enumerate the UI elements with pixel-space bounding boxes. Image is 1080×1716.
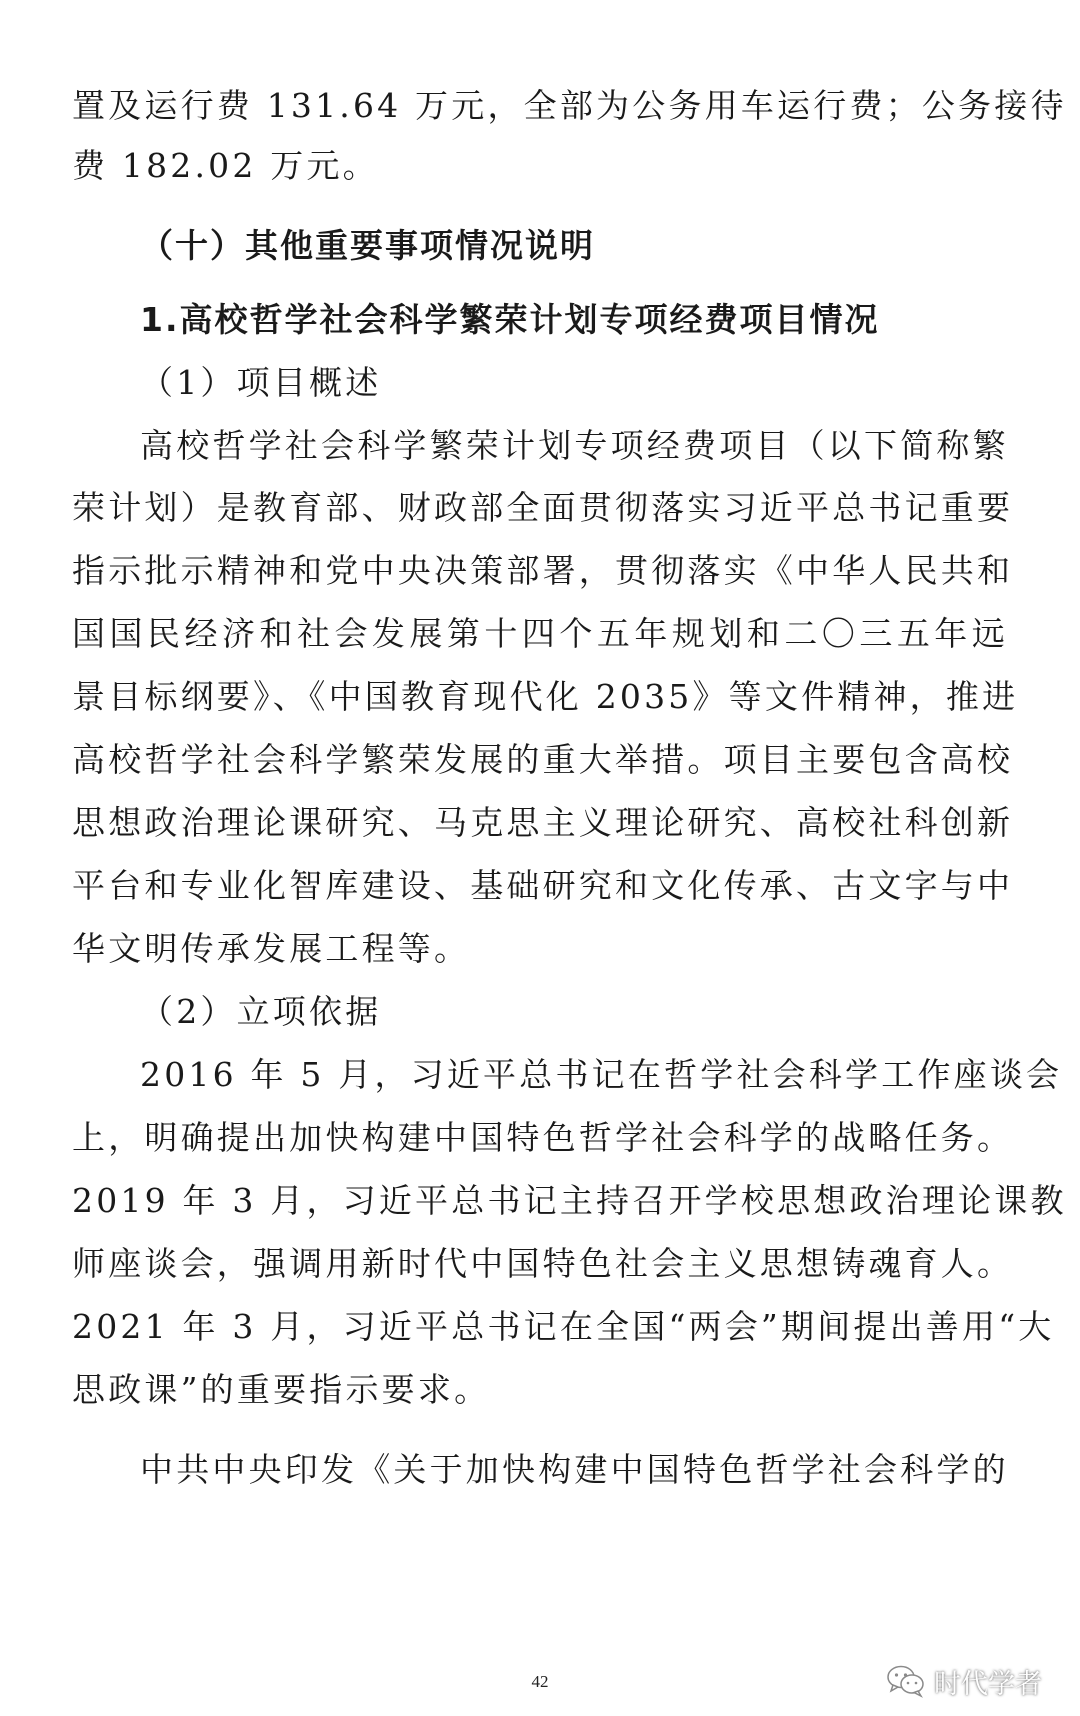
body-text-line: 荣计划）是教育部、财政部全面贯彻落实习近平总书记重要 (72, 488, 1014, 527)
body-text-line: 中共中央印发《关于加快构建中国特色哲学社会科学的 (140, 1450, 1009, 1489)
body-text-line: 国国民经济和社会发展第十四个五年规划和二〇三五年远 (72, 614, 1008, 653)
body-text-line: 景目标纲要》、《中国教育现代化 2035》等文件精神，推进 (72, 677, 1019, 716)
body-text-line: 平台和专业化智库建设、基础研究和文化传承、古文字与中 (72, 866, 1014, 905)
watermark-text: 时代学者 (934, 1668, 1042, 1700)
body-text-line: 费 182.02 万元。 (72, 146, 379, 185)
item-heading: （1）项目概述 (140, 363, 382, 402)
body-text-line: 2016 年 5 月，习近平总书记在哲学社会科学工作座谈会 (140, 1055, 1063, 1094)
body-text-line: 师座谈会，强调用新时代中国特色社会主义思想铸魂育人。 (72, 1244, 1014, 1283)
body-text-line: 置及运行费 131.64 万元，全部为公务用车运行费；公务接待 (72, 86, 1067, 125)
wechat-icon (886, 1664, 926, 1698)
body-text-line: 指示批示精神和党中央决策部署，贯彻落实《中华人民共和 (72, 551, 1014, 590)
body-text-line: 华文明传承发展工程等。 (72, 929, 471, 968)
section-heading: （十）其他重要事项情况说明 (140, 226, 595, 265)
body-text-line: 上，明确提出加快构建中国特色哲学社会科学的战略任务。 (72, 1118, 1014, 1157)
body-text-line: 2021 年 3 月，习近平总书记在全国“两会”期间提出善用“大 (72, 1307, 1055, 1346)
subsection-heading: 1.高校哲学社会科学繁荣计划专项经费项目情况 (140, 300, 880, 339)
body-text-line: 2019 年 3 月，习近平总书记主持召开学校思想政治理论课教 (72, 1181, 1067, 1220)
watermark (886, 1658, 1042, 1704)
body-text-line: 高校哲学社会科学繁荣发展的重大举措。项目主要包含高校 (72, 740, 1014, 779)
item-heading: （2）立项依据 (140, 992, 382, 1031)
body-text-line: 思想政治理论课研究、马克思主义理论研究、高校社科创新 (72, 803, 1014, 842)
body-text-line: 思政课”的重要指示要求。 (72, 1370, 491, 1409)
body-text-line: 高校哲学社会科学繁荣计划专项经费项目（以下简称繁 (140, 426, 1009, 465)
page-number: 42 (531, 1672, 549, 1691)
